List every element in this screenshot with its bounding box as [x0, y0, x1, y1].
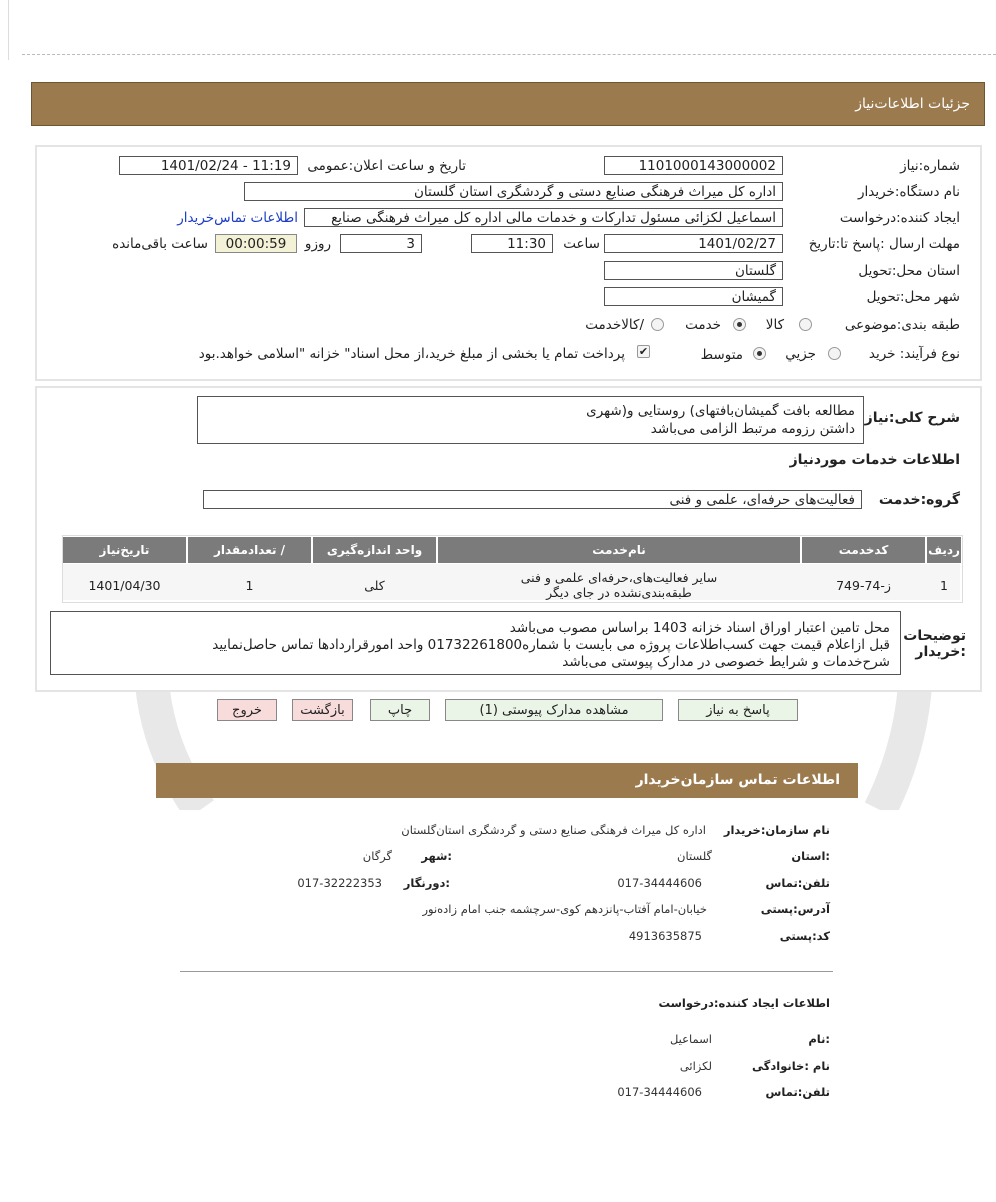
summary-label: شرح کلی:نیاز: [864, 410, 960, 426]
fax-label: :دورنگار: [403, 876, 450, 890]
buyer-field: اداره کل میراث فرهنگی صنایع دستی و گردشگری استان گلستان: [244, 182, 783, 201]
creator-phone-value: 017-34444606: [617, 1085, 702, 1099]
deadline-time-label: ساعت: [563, 236, 600, 252]
top-divider: [22, 54, 996, 55]
cell-qty: 1: [245, 578, 254, 593]
org-label: نام سازمان:خریدار: [723, 823, 830, 837]
category-radio-goods[interactable]: [799, 318, 812, 331]
announce-field: 1401/02/24 - 11:19: [119, 156, 298, 175]
details-header-title: جزئیات اطلاعات‌نیاز: [855, 96, 970, 112]
contact-phone-label: تلفن:تماس: [765, 876, 830, 890]
address-value: خیابان-امام آفتاب-پانزدهم کوی-سرچشمه جنب امام زاده‌نور: [422, 902, 707, 916]
postal-label: کد:پستی: [779, 929, 830, 943]
cell-code: ز-74-749: [836, 578, 891, 593]
notes-line-2: قبل ازاعلام قیمت جهت کسب‌اطلاعات پروژه می بایست با شماره01732261800 واحد امورقراردادها تماس حاصل‌نمایید: [212, 637, 890, 653]
summary-line-1: مطالعه بافت گمیشان‌بافتهای) روستایی و(شهری: [586, 403, 855, 419]
th-name: نام‌خدمت: [438, 537, 800, 563]
th-row: ردیف: [927, 537, 961, 563]
process-radio-minor[interactable]: [828, 347, 841, 360]
payment-checkbox[interactable]: ✔: [638, 345, 649, 358]
days-field: 3: [340, 234, 422, 253]
exit-button[interactable]: خروج: [217, 699, 277, 721]
creator-family-value: لکزائی: [679, 1059, 712, 1073]
cell-date: 1401/04/30: [88, 578, 161, 593]
fax-value: 017-32222353: [297, 876, 382, 890]
city-label: شهر محل:تحویل: [866, 289, 960, 305]
category-option-goods: کالا: [765, 317, 784, 333]
contact-divider: [180, 971, 833, 972]
th-qty: / تعدادمقدار: [188, 537, 311, 563]
print-button[interactable]: چاپ: [370, 699, 430, 721]
service-group-label: گروه:خدمت: [878, 492, 960, 508]
buyer-label: نام دستگاه:خریدار: [857, 184, 960, 200]
postal-value: 4913635875: [628, 929, 702, 943]
category-option-service: خدمت: [685, 317, 721, 333]
category-radio-service[interactable]: [733, 318, 746, 331]
process-option-medium: متوسط: [700, 347, 743, 363]
th-date: تاریخ‌نیاز: [63, 537, 186, 563]
th-code: کدخدمت: [802, 537, 925, 563]
announce-label: تاریخ و ساعت اعلان:عمومی: [307, 158, 466, 174]
category-radio-goods-service[interactable]: [651, 318, 664, 331]
cell-name-line-2: طبقه‌بندی‌نشده در جای دیگر: [546, 585, 692, 600]
contact-city-value: گرگان: [362, 849, 392, 863]
process-radio-medium[interactable]: [753, 347, 766, 360]
services-section-title: اطلاعات خدمات موردنیاز: [789, 452, 960, 468]
province-field: گلستان: [604, 261, 783, 280]
creator-phone-label: تلفن:تماس: [765, 1085, 830, 1099]
reply-button[interactable]: پاسخ به نیاز: [678, 699, 798, 721]
city-field: گمیشان: [604, 287, 783, 306]
notes-line-3: شرح‌خدمات و شرایط خصوصی در مدارک پیوستی می‌باشد: [562, 654, 890, 670]
category-option-goods-service: /کالاخدمت: [585, 317, 644, 333]
process-label: نوع فرآیند: خرید: [868, 346, 960, 362]
need-number-field: 1101000143000002: [604, 156, 783, 175]
creator-name-value: اسماعیل: [669, 1032, 712, 1046]
notes-line-1: محل تامین اعتبار اوراق اسناد خزانه 1403 براساس مصوب می‌باشد: [509, 620, 890, 636]
process-option-minor: جزیي: [785, 346, 816, 362]
remaining-label: ساعت باقی‌مانده: [112, 236, 208, 252]
buyer-notes-box: [50, 611, 901, 675]
contact-province-value: گلستان: [677, 849, 712, 863]
creator-section-title: اطلاعات ایجاد کننده:درخواست: [658, 996, 830, 1010]
deadline-date-field: 1401/02/27: [604, 234, 783, 253]
contact-phone-value: 017-34444606: [617, 876, 702, 890]
service-group-field: فعالیت‌های حرفه‌ای، علمی و فنی: [203, 490, 862, 509]
buyer-notes-label: توضیحات :خریدار: [903, 628, 966, 660]
cell-row: 1: [940, 578, 948, 593]
contact-province-label: :استان: [791, 849, 830, 863]
creator-field: اسماعیل لکزائی مسئول تدارکات و خدمات مالی اداره کل میراث فرهنگی صنایع: [304, 208, 783, 227]
contact-city-label: :شهر: [421, 849, 452, 863]
details-header: [31, 82, 985, 126]
deadline-time-field: 11:30: [471, 234, 553, 253]
page-left-border: [8, 0, 9, 60]
back-button[interactable]: بازگشت: [292, 699, 353, 721]
summary-box: [197, 396, 864, 444]
contact-header: [156, 763, 858, 798]
creator-label: ایجاد کننده:درخواست: [839, 210, 960, 226]
address-label: آدرس:پستی: [760, 902, 830, 916]
days-label: روزو: [304, 236, 331, 252]
cell-unit: کلی: [364, 578, 385, 593]
org-value: اداره کل میراث فرهنگی صنایع دستی و گردشگری استان‌گلستان: [401, 823, 706, 837]
summary-line-2: داشتن رزومه مرتبط الزامی می‌باشد: [650, 421, 855, 437]
attachments-button[interactable]: مشاهده مدارک پیوستی (1): [445, 699, 663, 721]
category-label: طبقه بندی:موضوعی: [844, 317, 960, 333]
remaining-time-field: 00:00:59: [215, 234, 297, 253]
creator-family-label: نام :خانوادگی: [752, 1059, 830, 1073]
th-unit: واحد اندازه‌گیری: [313, 537, 436, 563]
deadline-label: مهلت ارسال :پاسخ تا:تاریخ: [808, 236, 960, 252]
need-number-label: شماره:نیاز: [900, 158, 960, 174]
cell-name-line-1: سایر فعالیت‌های،حرفه‌ای علمی و فنی: [520, 570, 718, 585]
province-label: استان محل:تحویل: [858, 263, 960, 279]
buyer-contact-link[interactable]: اطلاعات تماس‌خریدار: [177, 210, 298, 226]
contact-header-title: اطلاعات تماس سازمان‌خریدار: [635, 772, 840, 788]
payment-note: پرداخت تمام یا بخشی از مبلغ خرید،از محل اسناد" خزانه "اسلامی خواهد.بود: [198, 346, 625, 362]
creator-name-label: :نام: [808, 1032, 830, 1046]
